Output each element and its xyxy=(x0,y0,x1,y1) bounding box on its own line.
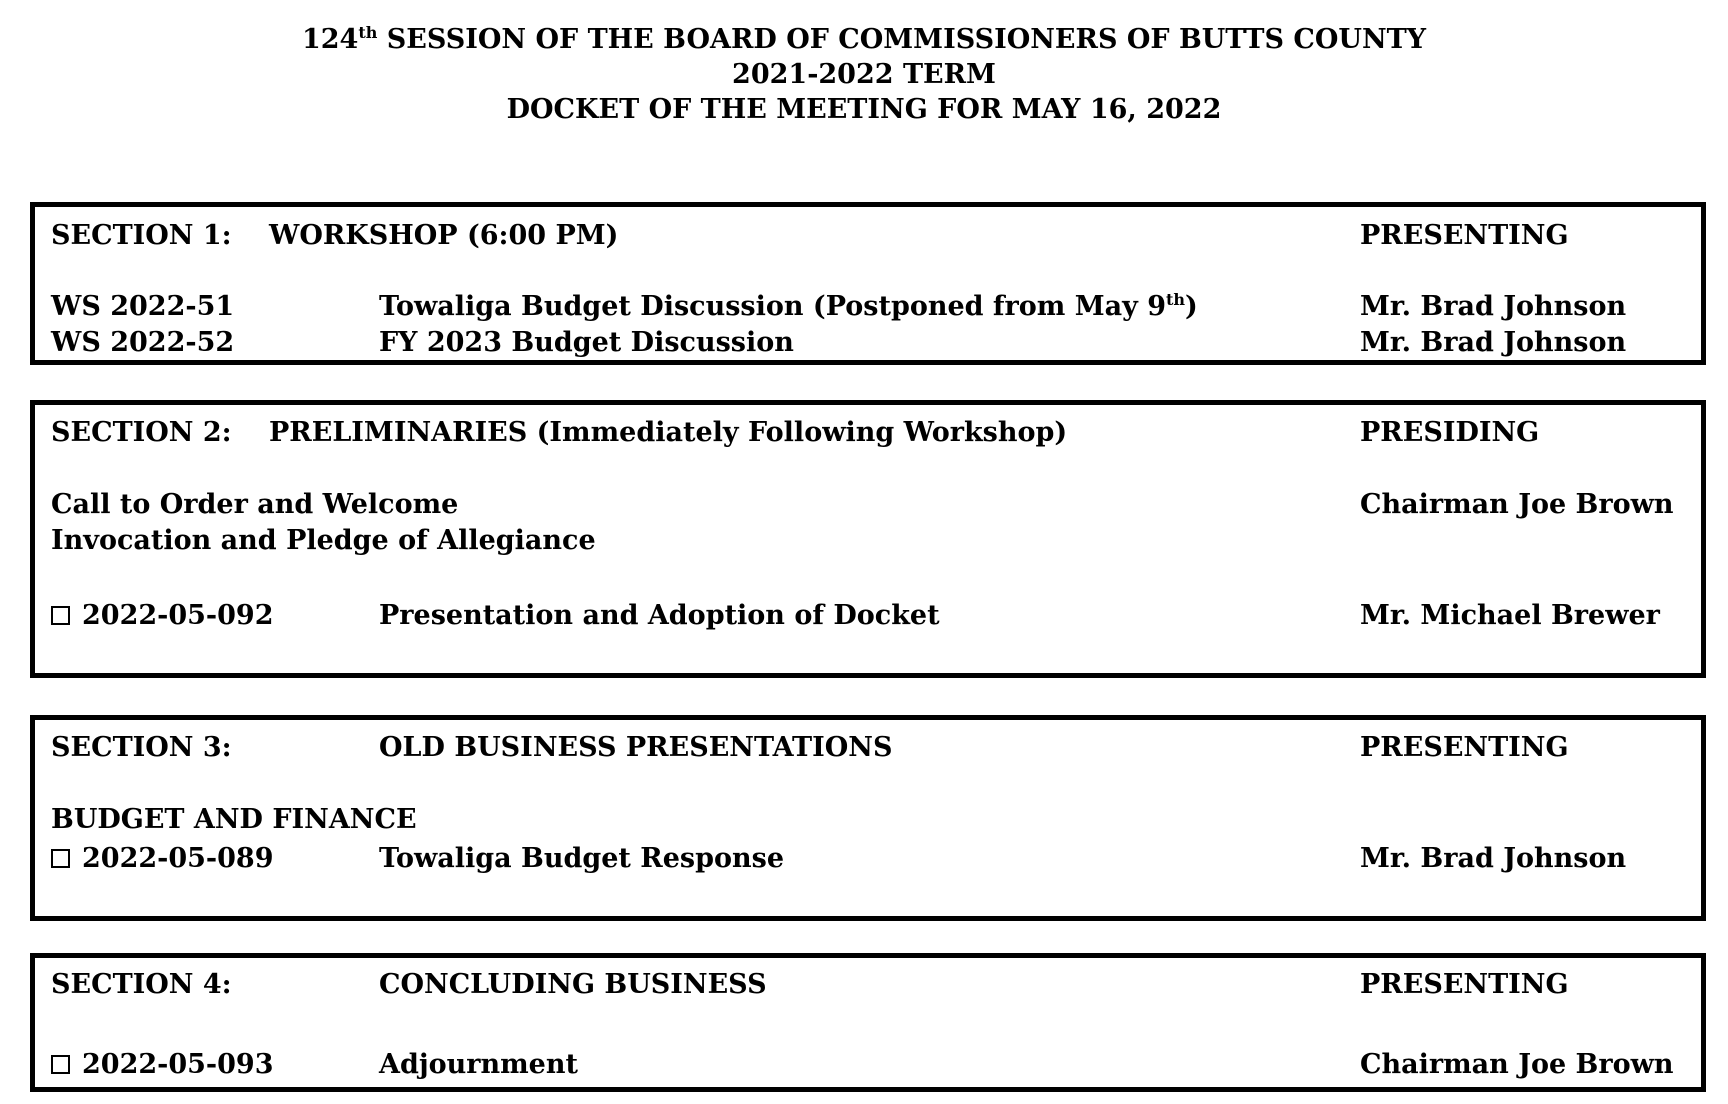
section-label: SECTION 1: xyxy=(51,220,232,251)
opening-text: Call to Order and Welcome xyxy=(51,489,459,520)
section-3-old-business xyxy=(30,715,1706,921)
checkbox[interactable] xyxy=(51,1055,70,1074)
item-title: FY 2023 Budget Discussion xyxy=(379,327,794,358)
section-role: PRESENTING xyxy=(1360,732,1569,763)
section-label: SECTION 3: xyxy=(51,732,232,763)
section-title: WORKSHOP (6:00 PM) xyxy=(269,220,619,251)
docket-title: DOCKET OF THE MEETING FOR MAY 16, 2022 xyxy=(506,94,1222,125)
section-title: CONCLUDING BUSINESS xyxy=(379,969,767,1000)
docket-item xyxy=(35,325,1701,361)
section-1-workshop xyxy=(30,202,1706,365)
section-role: PRESENTING xyxy=(1360,220,1569,251)
item-code: WS 2022-52 xyxy=(51,327,235,358)
section-label: SECTION 2: xyxy=(51,417,232,448)
docket-item xyxy=(35,598,1701,634)
item-title: Towaliga Budget Response xyxy=(379,843,784,874)
docket-item xyxy=(35,289,1701,325)
item-presenter: Chairman Joe Brown xyxy=(1360,1049,1674,1080)
opening-item xyxy=(35,523,1701,559)
section-title: OLD BUSINESS PRESENTATIONS xyxy=(379,732,893,763)
section-role: PRESENTING xyxy=(1360,969,1569,1000)
item-title: Presentation and Adoption of Docket xyxy=(379,600,940,631)
item-code: WS 2022-51 xyxy=(51,291,235,322)
item-code: 2022-05-093 xyxy=(82,1049,274,1080)
section-title: PRELIMINARIES (Immediately Following Workshop) xyxy=(269,417,1068,448)
item-presenter: Mr. Michael Brewer xyxy=(1360,600,1660,631)
item-code: 2022-05-089 xyxy=(82,843,274,874)
section-4-concluding-business xyxy=(30,953,1706,1092)
term-title: 2021-2022 TERM xyxy=(732,59,996,90)
item-presenter: Mr. Brad Johnson xyxy=(1360,327,1627,358)
item-code: 2022-05-092 xyxy=(82,600,274,631)
item-presenter: Mr. Brad Johnson xyxy=(1360,843,1627,874)
opening-text: Invocation and Pledge of Allegiance xyxy=(51,525,596,556)
opening-item xyxy=(35,487,1701,523)
session-title: 124th SESSION OF THE BOARD OF COMMISSIONERS OF BUTTS COUNTY xyxy=(301,23,1427,55)
item-presenter: Mr. Brad Johnson xyxy=(1360,291,1627,322)
checkbox[interactable] xyxy=(51,606,70,625)
document-header xyxy=(0,22,1728,127)
section-2-preliminaries xyxy=(30,400,1706,678)
section-label: SECTION 4: xyxy=(51,969,232,1000)
category-heading: BUDGET AND FINANCE xyxy=(51,804,417,835)
item-title: Adjournment xyxy=(379,1049,578,1080)
checkbox[interactable] xyxy=(51,849,70,868)
docket-item xyxy=(35,841,1701,877)
section-role: PRESIDING xyxy=(1360,417,1540,448)
docket-item xyxy=(35,1047,1701,1083)
item-title: Towaliga Budget Discussion (Postponed from May 9th) xyxy=(379,290,1198,322)
item-presenter: Chairman Joe Brown xyxy=(1360,489,1674,520)
